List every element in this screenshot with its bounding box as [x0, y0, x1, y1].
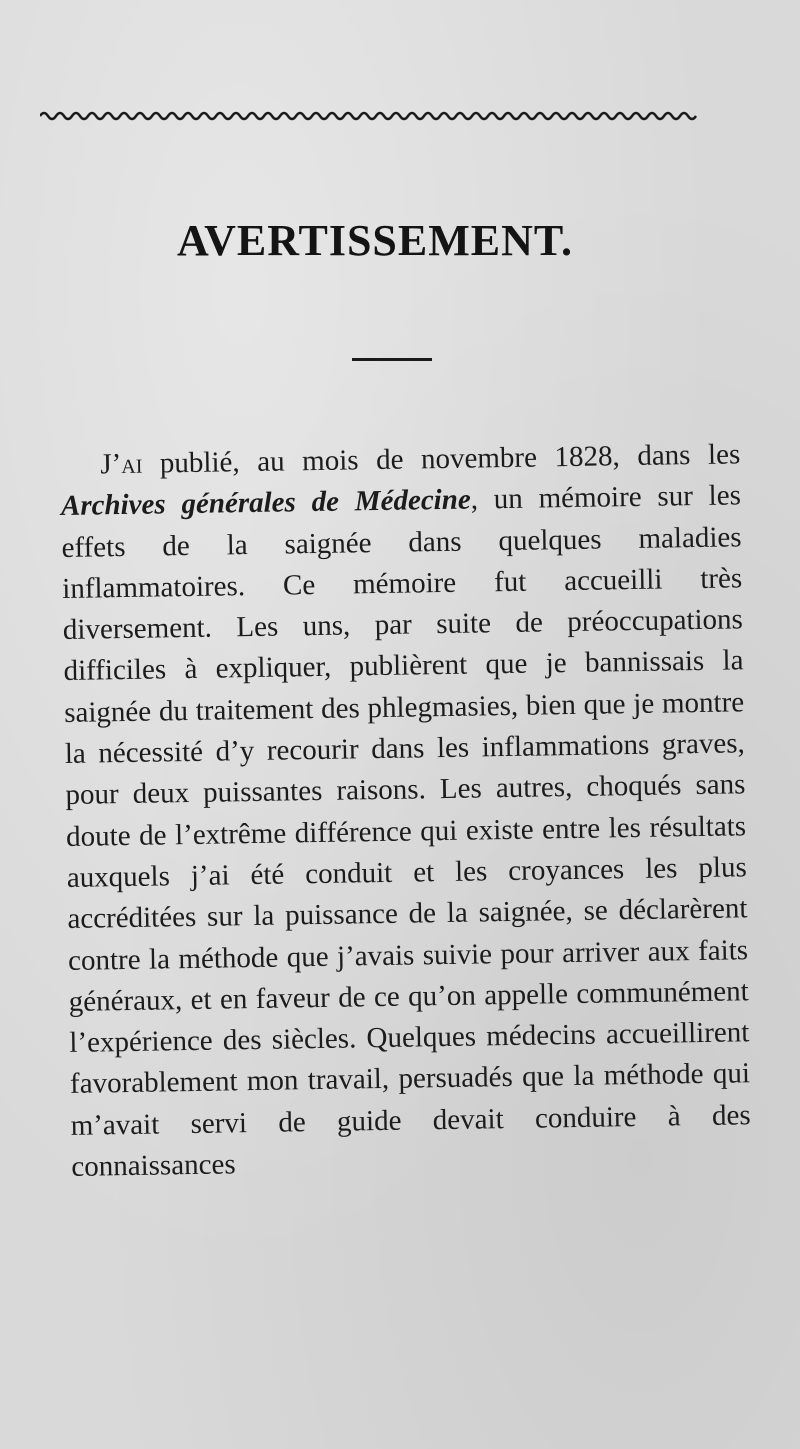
body-text	[60, 434, 752, 1188]
lead-initial: J’ai	[100, 447, 143, 481]
paragraph-text-1: publié, au mois de novembre 1828, dans les	[142, 438, 741, 480]
journal-title: Archives générales de Médecine	[60, 483, 471, 523]
page-title: AVERTISSEMENT.	[177, 216, 573, 265]
paragraph	[60, 434, 752, 1188]
paragraph-text-2: , un mémoire sur les effets de la saignée dans quelques maladies inflammatoires. Ce mémoire fut accueilli très diversement. Les uns, par suite de préoccupations difficiles à expliquer, publièrent que je bannissais la saignée du traitement des phlegmasies, bien que je montre la nécessité d’y recourir dans les inflammations graves, pour deux puissantes raisons. Les autres, choqués sans doute de l’extrême différence qui existe entre les résultats auxquels j’ai été conduit et les croyances les plus accréditées sur la puissance de la saignée, se déclarèrent contre la méthode que j’avais suivie pour arriver aux faits généraux, et en faveur de ce qu’on appelle communément l’expérience des siècles. Quelques médecins accueillirent favorablement mon travail, persuadés que la méthode qui m’avait servi de guide devait conduire à des connaissances	[61, 479, 751, 1183]
title-divider	[352, 358, 432, 361]
decorative-rule	[40, 108, 698, 122]
